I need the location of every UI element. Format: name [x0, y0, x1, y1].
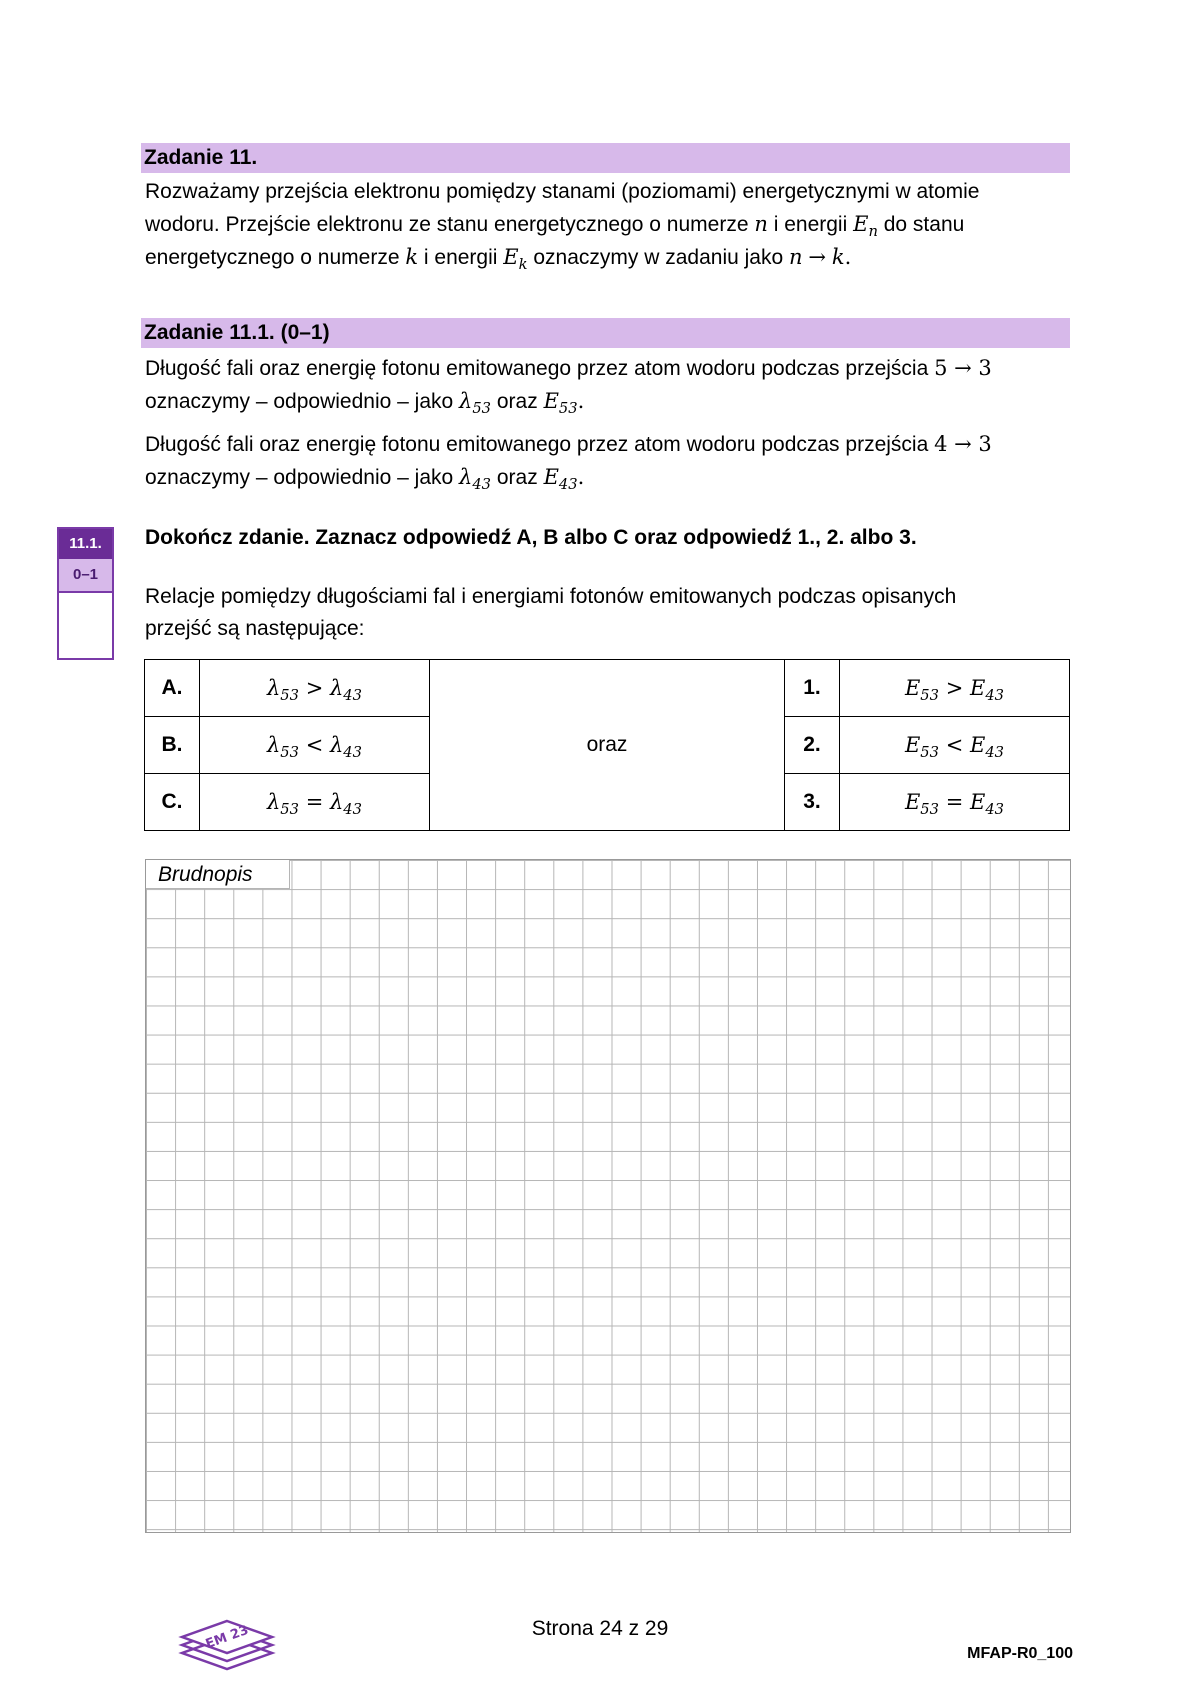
option-1[interactable]: $E_{53} > E_{43}$: [840, 660, 1070, 717]
option-1-label[interactable]: 1.: [785, 660, 840, 717]
draft-label: Brudnopis: [146, 860, 290, 889]
table-middle-oraz: oraz: [430, 660, 785, 831]
score-box: [57, 527, 114, 660]
option-2-label[interactable]: 2.: [785, 717, 840, 774]
svg-text:EM 23: EM 23: [203, 1622, 251, 1653]
option-b-label[interactable]: B.: [145, 717, 200, 774]
option-2[interactable]: $E_{53} < E_{43}$: [840, 717, 1070, 774]
task-intro: Rozważamy przejścia elektronu pomiędzy stanami (poziomami) energetycznymi w atomie wodoru. Przejście elektronu ze stanu energetycznego o numerze n i energii $E_n$ do stanu energetycznego o numerze k i energii $E_k$ oznaczymy w zadaniu jako n → k.: [145, 180, 980, 274]
option-b[interactable]: $\lambda_{53} < \lambda_{43}$: [200, 717, 430, 774]
option-a[interactable]: $\lambda_{53} > \lambda_{43}$: [200, 660, 430, 717]
task-title: Zadanie 11.: [141, 143, 1070, 173]
exam-code: MFAP-R0_100: [967, 1645, 1073, 1662]
draft-grid[interactable]: [145, 859, 1071, 1533]
option-3[interactable]: $E_{53} = E_{43}$: [840, 774, 1070, 831]
table-row: [145, 660, 1070, 717]
subtask-title: Zadanie 11.1. (0–1): [141, 318, 1070, 348]
subtask-paragraph-1: Długość fali oraz energię fotonu emitowanego przez atom wodoru podczas przejścia 5 → 3 oznaczymy – odpowiednio – jako $\lambda_{53}$ oraz $E_{53}$.: [145, 356, 992, 418]
score-task-number: 11.1.: [59, 529, 112, 559]
option-c[interactable]: $\lambda_{53} = \lambda_{43}$: [200, 774, 430, 831]
page-number: Strona 24 z 29: [531, 1617, 669, 1640]
score-entry-field[interactable]: [59, 593, 112, 660]
option-3-label[interactable]: 3.: [785, 774, 840, 831]
answer-table: [144, 659, 1070, 831]
score-points: 0–1: [59, 559, 112, 593]
option-c-label[interactable]: C.: [145, 774, 200, 831]
subtask-paragraph-2: Długość fali oraz energię fotonu emitowanego przez atom wodoru podczas przejścia 4 → 3 oznaczymy – odpowiednio – jako $\lambda_{43}$ oraz $E_{43}$.: [145, 432, 992, 494]
instruction: Dokończ zdanie. Zaznacz odpowiedź A, B albo C oraz odpowiedź 1., 2. albo 3.: [145, 526, 917, 549]
statement: Relacje pomiędzy długościami fal i energiami fotonów emitowanych podczas opisanych przejść są następujące:: [145, 585, 957, 640]
option-a-label[interactable]: A.: [145, 660, 200, 717]
